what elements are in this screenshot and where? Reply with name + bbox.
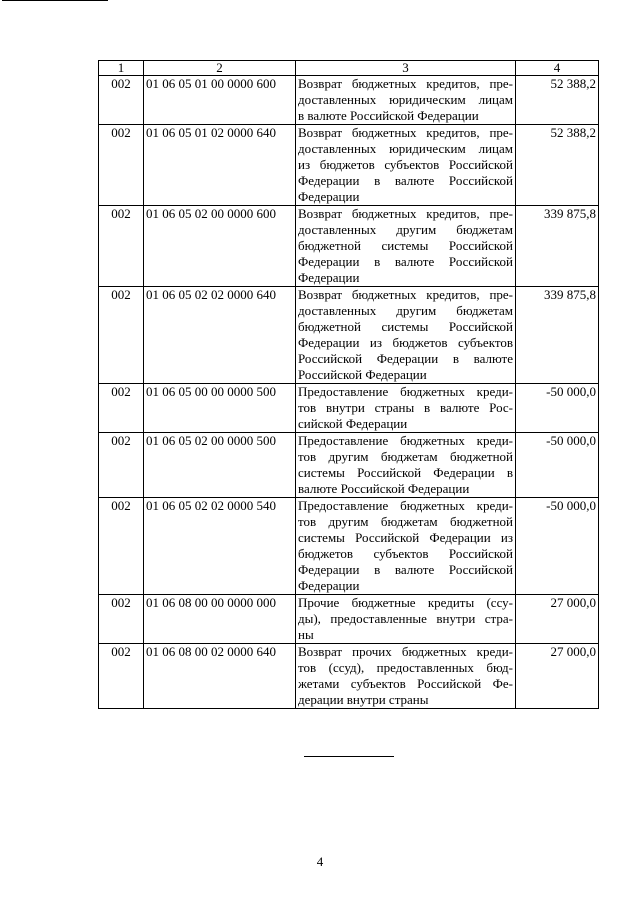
- description-line: Предоставление бюджетных креди-: [298, 433, 513, 448]
- description-line: Федерации: [298, 270, 360, 285]
- description-line: тов внутри страны в валюте Рос-: [298, 400, 513, 415]
- end-of-table-rule: [304, 756, 394, 757]
- description-line: Федерации в валюте Российской: [298, 173, 513, 188]
- description-line: валюте Российской Федерации: [298, 481, 470, 496]
- table-row: [99, 76, 599, 125]
- header-col-3: 3: [296, 61, 516, 76]
- table-row: [99, 644, 599, 709]
- header-row: [99, 61, 599, 76]
- description-line: Возврат бюджетных кредитов, пре-: [298, 287, 513, 302]
- description-line: тов другим бюджетам бюджетной: [298, 514, 513, 529]
- description-line: доставленных другим бюджетам: [298, 222, 513, 237]
- header-col-2: 2: [144, 61, 296, 76]
- description-line: сийской Федерации: [298, 416, 408, 431]
- description-line: тов (ссуд), предоставленных бюд-: [298, 660, 513, 675]
- description-line: Возврат прочих бюджетных креди-: [298, 644, 513, 659]
- classification-code-cell: 01 06 05 00 00 0000 500: [144, 384, 296, 433]
- admin-code-cell: 002: [99, 433, 144, 498]
- description-cell: [296, 498, 516, 595]
- description-line: Федерации: [298, 189, 360, 204]
- top-left-rule: [2, 0, 108, 1]
- description-line: доставленных юридическим лицам: [298, 141, 513, 156]
- description-line: Федерации: [298, 578, 360, 593]
- classification-code-cell: 01 06 08 00 02 0000 640: [144, 644, 296, 709]
- amount-cell: 27 000,0: [516, 595, 599, 644]
- description-cell: [296, 595, 516, 644]
- description-line: системы Российской Федерации из: [298, 530, 513, 545]
- description-line: Федерации в валюте Российской: [298, 254, 513, 269]
- table-row: [99, 595, 599, 644]
- table-row: [99, 125, 599, 206]
- description-line: дерации внутри страны: [298, 692, 429, 707]
- description-line: тов другим бюджетам бюджетной: [298, 449, 513, 464]
- description-line: Предоставление бюджетных креди-: [298, 498, 513, 513]
- description-line: Федерации в валюте Российской: [298, 562, 513, 577]
- description-line: Возврат бюджетных кредитов, пре-: [298, 125, 513, 140]
- description-cell: [296, 206, 516, 287]
- table-row: [99, 384, 599, 433]
- description-line: Российской Федерации в валюте: [298, 351, 513, 366]
- amount-cell: 52 388,2: [516, 76, 599, 125]
- admin-code-cell: 002: [99, 206, 144, 287]
- description-cell: [296, 125, 516, 206]
- table-row: [99, 287, 599, 384]
- table-row: [99, 498, 599, 595]
- description-line: бюджетной системы Российской: [298, 319, 513, 334]
- table-row: [99, 206, 599, 287]
- amount-cell: 52 388,2: [516, 125, 599, 206]
- header-col-1: 1: [99, 61, 144, 76]
- admin-code-cell: 002: [99, 125, 144, 206]
- amount-cell: -50 000,0: [516, 433, 599, 498]
- description-cell: [296, 287, 516, 384]
- admin-code-cell: 002: [99, 384, 144, 433]
- description-line: Российской Федерации: [298, 367, 427, 382]
- amount-cell: 27 000,0: [516, 644, 599, 709]
- description-line: Предоставление бюджетных креди-: [298, 384, 513, 399]
- classification-code-cell: 01 06 08 00 00 0000 000: [144, 595, 296, 644]
- table-row: [99, 433, 599, 498]
- classification-code-cell: 01 06 05 02 00 0000 600: [144, 206, 296, 287]
- classification-code-cell: 01 06 05 02 02 0000 540: [144, 498, 296, 595]
- admin-code-cell: 002: [99, 595, 144, 644]
- amount-cell: -50 000,0: [516, 498, 599, 595]
- description-line: ны: [298, 627, 314, 642]
- description-line: доставленных другим бюджетам: [298, 303, 513, 318]
- description-line: Федерации из бюджетов субъектов: [298, 335, 513, 350]
- header-col-4: 4: [516, 61, 599, 76]
- description-line: из бюджетов субъектов Российской: [298, 157, 513, 172]
- admin-code-cell: 002: [99, 76, 144, 125]
- classification-code-cell: 01 06 05 01 00 0000 600: [144, 76, 296, 125]
- description-line: Прочие бюджетные кредиты (ссу-: [298, 595, 513, 610]
- description-line: системы Российской Федерации в: [298, 465, 513, 480]
- description-cell: [296, 433, 516, 498]
- classification-code-cell: 01 06 05 01 02 0000 640: [144, 125, 296, 206]
- description-line: бюджетной системы Российской: [298, 238, 513, 253]
- admin-code-cell: 002: [99, 644, 144, 709]
- description-cell: [296, 76, 516, 125]
- amount-cell: 339 875,8: [516, 287, 599, 384]
- page-number: 4: [316, 854, 324, 869]
- admin-code-cell: 002: [99, 287, 144, 384]
- budget-table: [98, 60, 599, 709]
- description-line: в валюте Российской Федерации: [298, 108, 479, 123]
- amount-cell: -50 000,0: [516, 384, 599, 433]
- description-cell: [296, 384, 516, 433]
- description-line: доставленных юридическим лицам: [298, 92, 513, 107]
- description-line: жетами субъектов Российской Фе-: [298, 676, 513, 691]
- description-line: Возврат бюджетных кредитов, пре-: [298, 206, 513, 221]
- description-line: бюджетов субъектов Российской: [298, 546, 513, 561]
- description-cell: [296, 644, 516, 709]
- description-line: ды), предоставленные внутри стра-: [298, 611, 513, 626]
- classification-code-cell: 01 06 05 02 02 0000 640: [144, 287, 296, 384]
- admin-code-cell: 002: [99, 498, 144, 595]
- classification-code-cell: 01 06 05 02 00 0000 500: [144, 433, 296, 498]
- amount-cell: 339 875,8: [516, 206, 599, 287]
- description-line: Возврат бюджетных кредитов, пре-: [298, 76, 513, 91]
- table-body: [99, 76, 599, 709]
